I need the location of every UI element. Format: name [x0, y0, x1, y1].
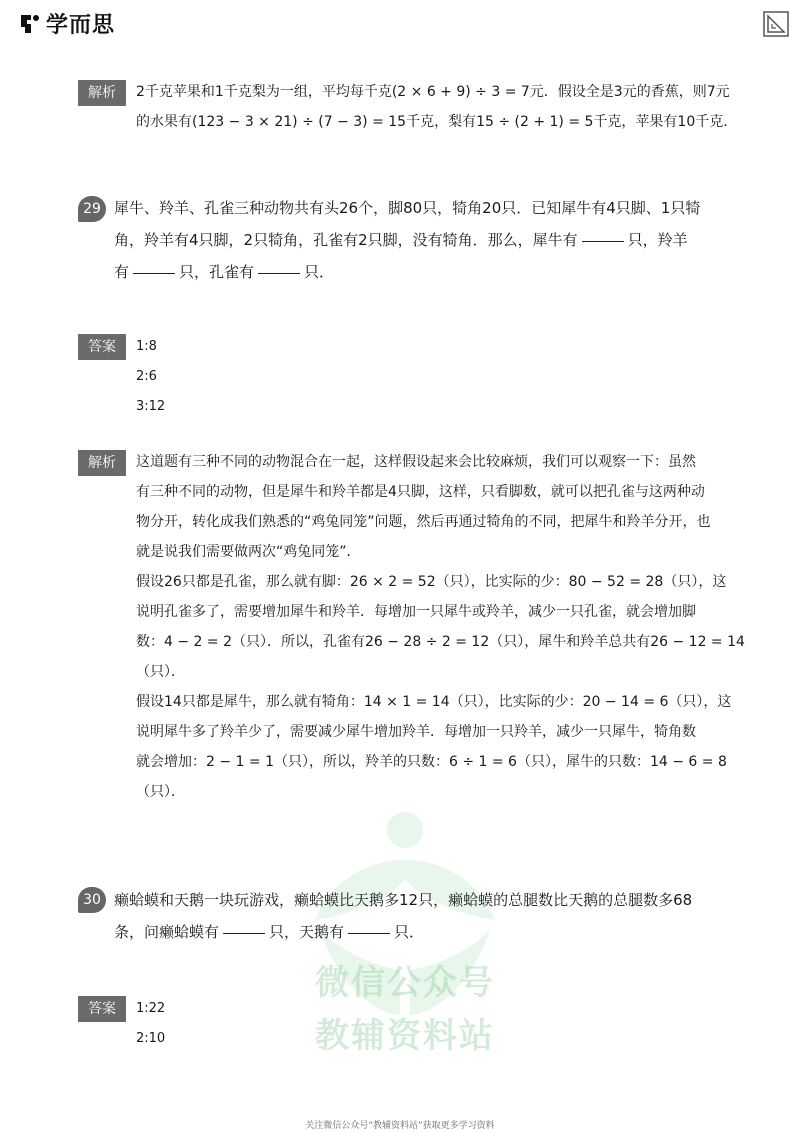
question-number-badge: 29 — [78, 196, 106, 222]
answer-blank — [348, 932, 390, 934]
question-segment: 只． — [304, 263, 335, 281]
answer-item: 2:10 — [136, 1031, 166, 1046]
answer-tag: 答案 — [78, 996, 126, 1022]
answer-item: 1:8 — [136, 339, 157, 354]
solution-line: 假设14只都是犀牛，那么就有犄角：14 × 1 = 14（只），比实际的少：20 − 14 = 6（只），这 — [136, 694, 732, 710]
question-segment: 只，天鹅有 — [269, 923, 345, 941]
answer-list — [136, 332, 165, 422]
answer-list — [136, 994, 165, 1054]
ruler-triangle-icon — [762, 10, 790, 38]
solution-tag: 解析 — [78, 450, 126, 476]
answer-item: 1:22 — [136, 1001, 166, 1016]
solution-tag: 解析 — [78, 80, 126, 106]
answer-blank — [133, 272, 175, 274]
question-segment: 只，羚羊 — [627, 231, 688, 249]
question-line: 癞蛤蟆和天鹅一块玩游戏，癞蛤蟆比天鹅多12只，癞蛤蟆的总腿数比天鹅的总腿数多68 — [114, 891, 693, 909]
solution-line: 就是说我们需要做两次“鸡兔同笼”． — [136, 544, 361, 560]
solution-line: 就会增加：2 − 1 = 1（只），所以，羚羊的只数：6 ÷ 1 = 6（只），犀牛的只数：14 − 6 = 8 — [136, 754, 727, 770]
solution-line: 2千克苹果和1千克梨为一组，平均每千克(2 × 6 + 9) ÷ 3 = 7元．假设全是3元的香蕉，则7元 — [136, 84, 730, 100]
question-segment: 角，羚羊有4只脚，2只犄角，孔雀有2只脚，没有犄角．那么，犀牛有 — [114, 231, 578, 249]
question-segment: 有 — [114, 263, 130, 281]
question-line — [114, 256, 700, 288]
question-line — [114, 916, 692, 948]
solution-line: 有三种不同的动物，但是犀牛和羚羊都是4只脚，这样，只看脚数，就可以把孔雀与这两种动 — [136, 484, 705, 500]
answer-item: 3:12 — [136, 399, 166, 414]
watermark-text: 教辅资料站 — [315, 1016, 495, 1056]
answer-blank — [223, 932, 265, 934]
solution-line: 说明孔雀多了，需要增加犀牛和羚羊．每增加一只犀牛或羚羊，减少一只孔雀，就会增加脚 — [136, 604, 696, 620]
question-30-text — [114, 884, 692, 948]
answer-tag: 答案 — [78, 334, 126, 360]
answer-blank — [258, 272, 300, 274]
answer-blank — [582, 240, 624, 242]
question-segment: 只． — [394, 923, 425, 941]
watermark-text: 微信公众号 — [315, 963, 495, 1003]
footer-note: 关注微信公众号“教辅资料站”获取更多学习资料 — [305, 1121, 495, 1131]
solution-line: 数：4 − 2 = 2（只）．所以，孔雀有26 − 28 ÷ 2 = 12（只），犀牛和羚羊总共有26 − 12 = 14 — [136, 634, 745, 650]
question-segment: 只，孔雀有 — [179, 263, 255, 281]
solution-line: 说明犀牛多了羚羊少了，需要减少犀牛增加羚羊．每增加一只羚羊，减少一只犀牛，犄角数 — [136, 724, 696, 740]
solution-line: 的水果有(123 − 3 × 21) ÷ (7 − 3) = 15千克，梨有15 ÷ (2 + 1) = 5千克，苹果有10千克． — [136, 114, 738, 130]
solution-line: （只）． — [136, 784, 185, 800]
answer-item: 2:6 — [136, 369, 157, 384]
question-line: 犀牛、羚羊、孔雀三种动物共有头26个，脚80只，犄角20只．已知犀牛有4只脚、1只犄 — [114, 199, 701, 217]
logo-text: 学而思 — [46, 13, 116, 38]
question-29-solution — [136, 447, 745, 807]
question-line — [114, 224, 700, 256]
logo-icon — [18, 11, 42, 37]
brand-logo — [18, 8, 115, 39]
prev-solution-text — [136, 77, 737, 137]
question-number-badge: 30 — [78, 887, 106, 913]
solution-line: 这道题有三种不同的动物混合在一起，这样假设起来会比较麻烦，我们可以观察一下：虽然 — [136, 454, 696, 470]
solution-line: 物分开，转化成我们熟悉的“鸡兔同笼”问题，然后再通过犄角的不同，把犀牛和羚羊分开，也 — [136, 514, 711, 530]
question-29-text — [114, 192, 700, 288]
solution-line: 假设26只都是孔雀，那么就有脚：26 × 2 = 52（只），比实际的少：80 − 52 = 28（只），这 — [136, 574, 727, 590]
question-segment: 条，问癞蛤蟆有 — [114, 923, 220, 941]
solution-line: （只）． — [136, 664, 185, 680]
